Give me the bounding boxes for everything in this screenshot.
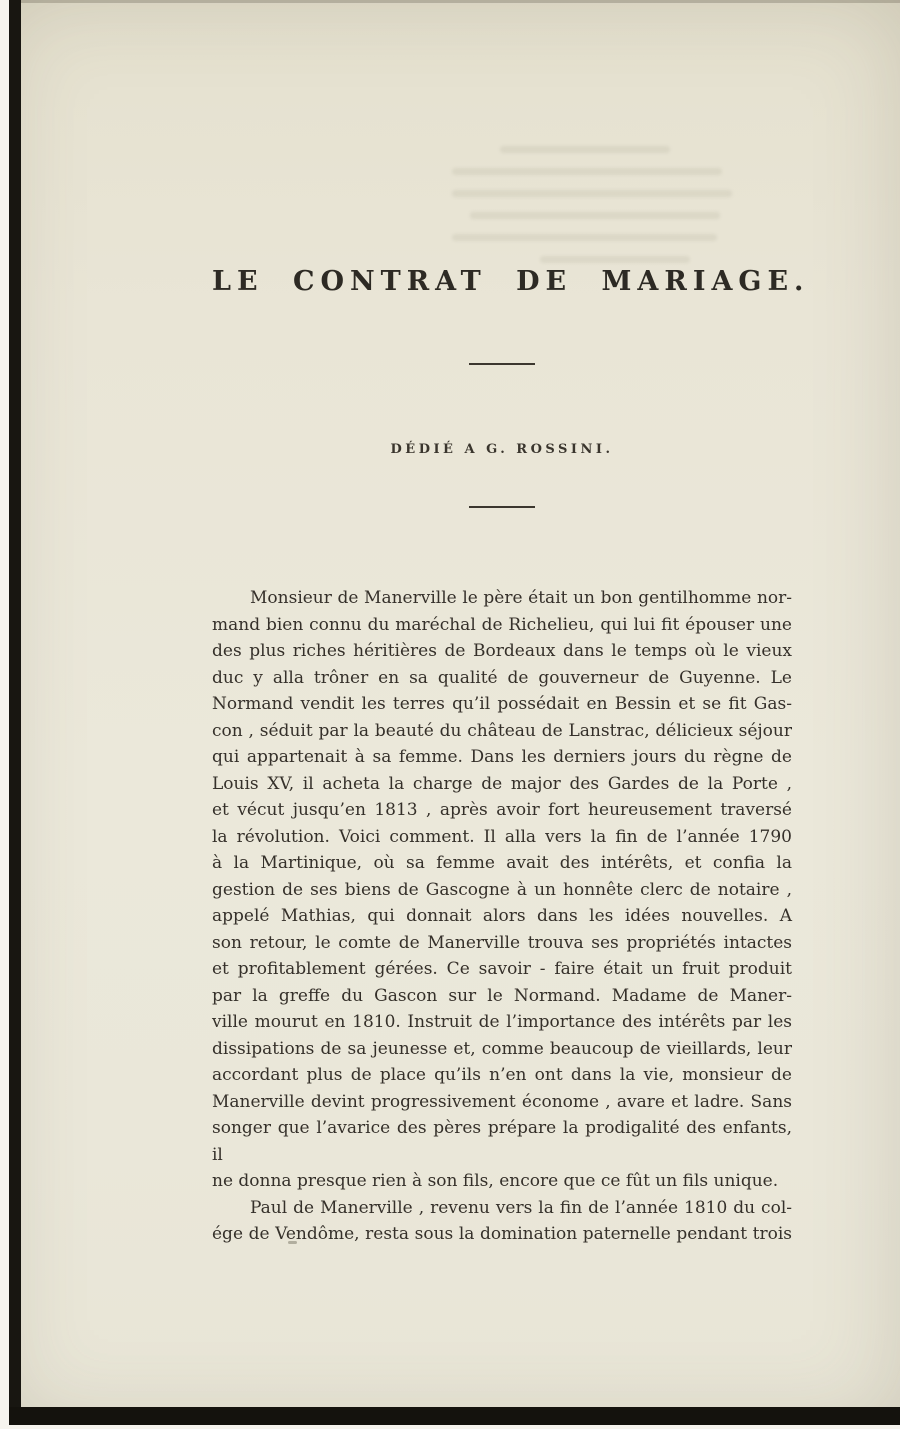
text-line: Normand vendit les terres qu’il possédait en Bessin et se fit Gas- [212, 694, 792, 714]
text-line: Paul de Manerville , revenu vers la fin de l’année 1810 du col- [250, 1197, 792, 1218]
text-column [212, 0, 810, 1429]
stray-ink-mark [288, 1241, 297, 1244]
body-text [212, 585, 792, 1248]
text-line: Louis XV, il acheta la charge de major des Gardes de la Porte , [212, 773, 792, 794]
scanner-margin-bottom [0, 1425, 900, 1429]
text-line: des plus riches héritières de Bordeaux dans le temps où le vieux [212, 641, 792, 661]
scan-edge-bottom [9, 1407, 900, 1425]
text-line: la révolution. Voici comment. Il alla vers la fin de l’année 1790 [212, 826, 792, 847]
text-line: par la greffe du Gascon sur le Normand. Madame de Maner- [212, 985, 792, 1006]
page-title: LE CONTRAT DE MARIAGE. [212, 266, 810, 297]
text-line: et vécut jusqu’en 1813 , après avoir fort heureusement traversé [212, 800, 792, 820]
text-line: Manerville devint progressivement économe , avare et ladre. Sans [212, 1091, 792, 1112]
text-line: son retour, le comte de Manerville trouva ses propriétés intactes [212, 932, 792, 953]
text-line: ége de Vendôme, resta sous la domination paternelle pendant trois [212, 1224, 792, 1244]
separator-rule-top [469, 363, 535, 365]
text-line: con , séduit par la beauté du château de Lanstrac, délicieux séjour [212, 720, 792, 741]
text-line: et profitablement gérées. Ce savoir - faire était un fruit produit [212, 959, 792, 979]
text-line: Monsieur de Manerville le père était un bon gentilhomme nor- [250, 588, 792, 608]
text-line: à la Martinique, où sa femme avait des intérêts, et confia la [212, 853, 792, 873]
separator-rule-bottom [469, 506, 535, 508]
dedication-line: DÉDIÉ A G. ROSSINI. [390, 442, 614, 457]
text-line: ne donna presque rien à son fils, encore que ce fût un fils unique. [212, 1171, 779, 1191]
scan-edge-left [9, 0, 21, 1429]
text-line: songer que l’avarice des pères prépare la prodigalité des enfants, il [212, 1118, 792, 1165]
text-line: accordant plus de place qu’ils n’en ont dans la vie, monsieur de [212, 1065, 792, 1085]
text-line: gestion de ses biens de Gascogne à un honnête clerc de notaire , [212, 879, 792, 900]
scanner-margin-left [0, 0, 9, 1429]
text-line: appelé Mathias, qui donnait alors dans les idées nouvelles. A [212, 906, 792, 926]
text-line: qui appartenait à sa femme. Dans les derniers jours du règne de [212, 747, 792, 767]
text-line: duc y alla trôner en sa qualité de gouverneur de Guyenne. Le [212, 667, 792, 688]
text-line: mand bien connu du maréchal de Richelieu, qui lui fit épouser une [212, 614, 792, 635]
text-line: dissipations de sa jeunesse et, comme beaucoup de vieillards, leur [212, 1038, 792, 1059]
text-line: ville mourut en 1810. Instruit de l’importance des intérêts par les [212, 1012, 792, 1032]
